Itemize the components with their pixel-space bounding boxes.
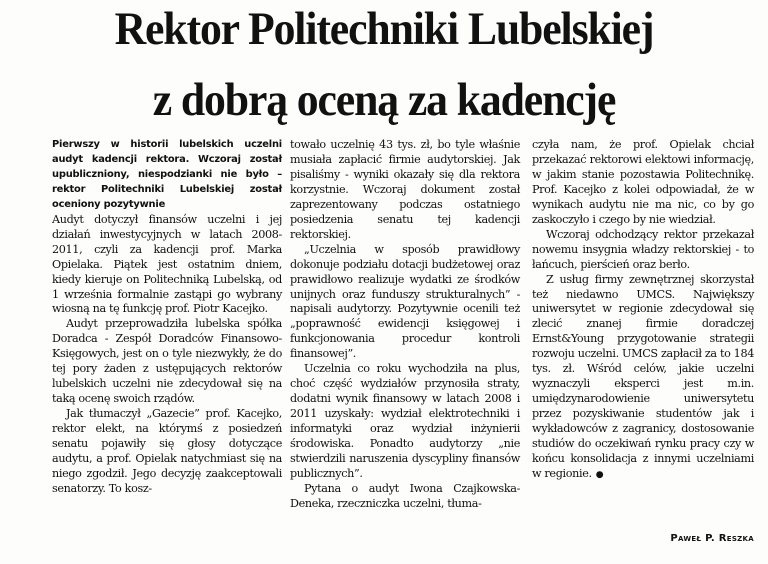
paragraph: Jak tłumaczył „Gazecie” prof. Kacejko, rektor elekt, na którymś z posiedzeń senatu pojawiły się głosy dotyczące audytu, a prof. Opielak natychmiast się na niego zgodził. Jego decyzję zaakceptowali senatorzy. To kosz- — [52, 407, 282, 495]
end-of-article-icon: ● — [595, 469, 604, 480]
paragraph: Wczoraj odchodzący rektor przekazał nowemu insygnia władzy rektorskiej - to łańcuch, pierścień oraz berło. — [532, 227, 754, 271]
article-lead: Pierwszy w historii lubelskich uczelni audyt kadencji rektora. Wczoraj został upubliczniony, niespodzianki nie było – rektor Politechniki Lubelskiej został oceniony pozytywnie — [52, 139, 282, 210]
paragraph: Audyt dotyczył finansów uczelni i jej działań inwestycyjnych w latach 2008-2011, czyli za kadencji prof. Marka Opielaka. Piątek jest ostatnim dniem, kiedy kieruje on Politechniką Lubelską, od 1 września formalnie zastąpi go wybrany wiosną na tę funkcję prof. Piotr Kacejko. — [52, 212, 282, 316]
paragraph: Uczelnia co roku wychodziła na plus, choć część wydziałów przynosiła straty, dodatni wynik finansowy w latach 2008 i 2011 uzyskały: wydział elektrotechniki i informatyki oraz wydział inżynierii środowiska. Ponadto audytorzy „nie stwierdzili naruszenia dyscypliny finansów publicznych”. — [290, 362, 520, 480]
paragraph-text: Z usług firmy zewnętrznej skorzystał też niedawno UMCS. Największy uniwersytet w regionie zdecydował się zlecić znanej firmie doradczej Ernst&Young przygotowanie strategii rozwoju uczelni. UMCS zapłacił za to 184 tys. zł. Wśród celów, jakie uczelni wyznaczyli eksperci jest m.in. umiędzynarodowienie uniwersytetu przez pozyskiwanie studentów jak i wykładowców z zagranicy, dostosowanie studiów do oczekiwań rynku pracy czy w końcu konsolidacja z innymi uczelniami w regionie. — [532, 272, 754, 480]
paragraph: towało uczelnię 43 tys. zł, bo tyle właśnie musiała zapłacić firmie audytorskiej. Jak pisaliśmy - wyniki okazały się dla rektora korzystnie. Wczoraj dokument został zaprezentowany podczas ostatniego posiedzenia senatu tej kadencji rektorskiej. — [290, 138, 520, 241]
article-column-3 — [532, 138, 754, 483]
paragraph: „Uczelnia w sposób prawidłowy dokonuje podziału dotacji budżetowej oraz prawidłowo realizuje wydatki ze środków unijnych oraz funduszy strukturalnych” - napisali audytorzy. Pozytywnie ocenili też „poprawność ewidencji księgowej i funkcjonowania procedur kontroli finansowej”. — [290, 242, 520, 361]
paragraph: Pytana o audyt Iwona Czajkowska-Deneka, rzeczniczka uczelni, tłuma- — [290, 481, 520, 510]
headline-line-1: Rektor Politechniki Lubelskiej — [114, 3, 654, 55]
author-byline: Paweł P. Reszka — [670, 533, 754, 544]
article-column-2 — [290, 138, 520, 512]
paragraph: Audyt przeprowadziła lubelska spółka Doradca - Zespół Doradców Finansowo-Księgowych, jest on o tyle niezwykły, że do tej pory żaden z ustępujących rektorów lubelskich uczelni nie zdecydował się na taką ocenę swoich rządów. — [52, 317, 282, 406]
article-column-1 — [52, 138, 282, 497]
paragraph-last — [532, 273, 754, 483]
headline-line-2: z dobrą oceną za kadencję — [152, 74, 616, 126]
paragraph: czyła nam, że prof. Opielak chciał przekazać rektorowi elektowi informację, w jakim stanie pozostawia Politechnikę. Prof. Kacejko z kolei odpowiadał, że w wynikach audytu nie ma nic, co by go zaskoczyło i czego by nie wiedział. — [532, 138, 754, 226]
